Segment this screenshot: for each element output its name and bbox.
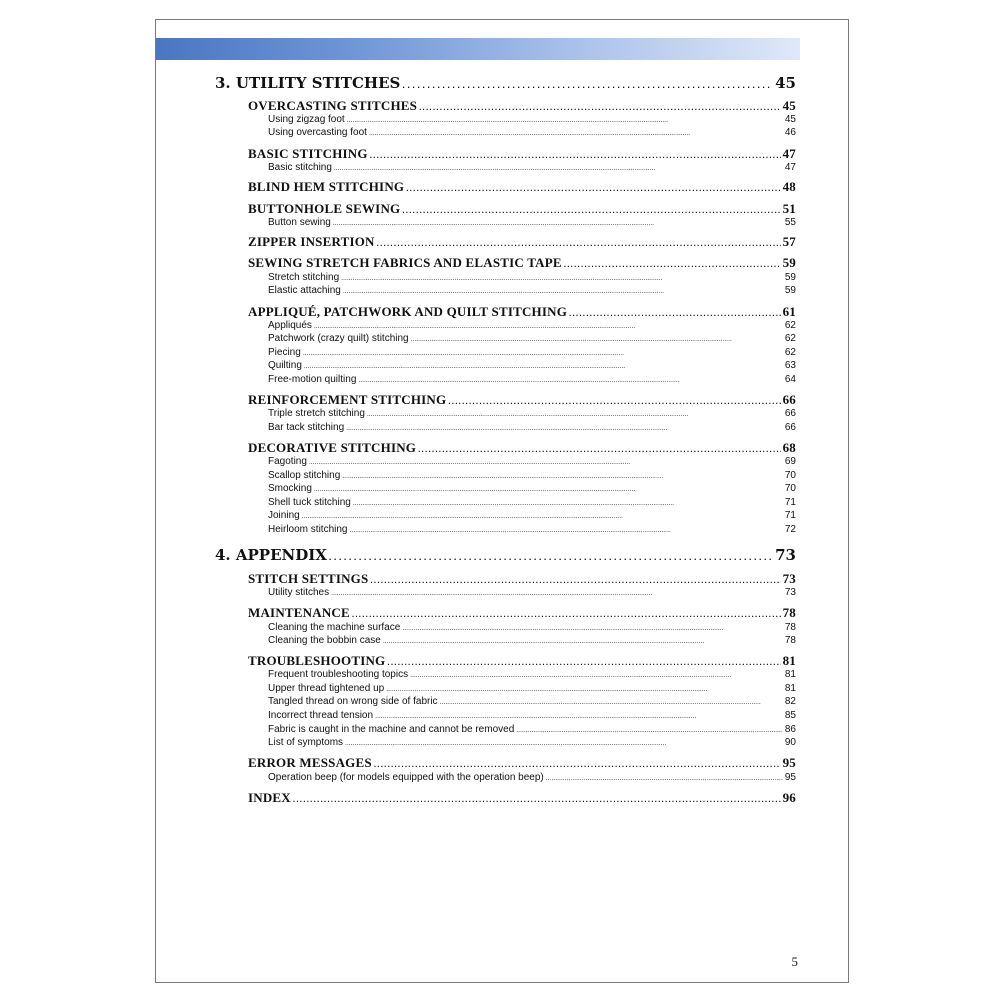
toc-page: 46 [784,127,796,138]
toc-title: Incorrect thread tension [268,710,374,721]
toc-leader [334,162,783,173]
toc-title: INDEX [248,790,291,805]
toc-leader [304,360,783,371]
toc-leader [375,710,783,721]
toc-entry[interactable] [268,737,796,750]
toc-page: 45 [775,74,796,92]
toc-page: 86 [784,724,796,735]
toc-leader [377,234,781,249]
toc-entry[interactable] [268,524,796,537]
toc-entry[interactable] [268,497,796,510]
toc-title: Cleaning the bobbin case [268,635,381,646]
toc-entry[interactable] [268,408,796,421]
toc-section-buttonhole[interactable] [248,201,796,217]
toc-entry[interactable] [268,374,796,387]
toc-page: 47 [782,146,796,161]
toc-leader [341,272,783,283]
toc-leader [402,622,783,633]
toc-title: BASIC STITCHING [248,146,368,161]
toc-page: 96 [782,790,796,805]
toc-entry[interactable] [268,696,796,709]
toc-title: Button sewing [268,217,331,228]
toc-leader [343,285,783,296]
toc-leader [402,75,773,92]
toc-page: 47 [784,162,796,173]
toc-leader [418,440,780,455]
toc-leader [440,696,783,707]
toc-page: 66 [782,392,796,407]
toc-entry[interactable] [268,456,796,469]
toc-title: Utility stitches [268,587,330,598]
toc-leader [329,547,773,564]
toc-page: 90 [784,737,796,748]
toc-title: Free-motion quilting [268,374,357,385]
toc-entry[interactable] [268,470,796,483]
toc-title: BUTTONHOLE SEWING [248,201,401,216]
toc-section-error-messages[interactable] [248,755,796,771]
toc-leader [314,320,783,331]
toc-leader [314,483,783,494]
toc-page: 45 [782,98,796,113]
toc-title: ERROR MESSAGES [248,755,372,770]
toc-leader [349,524,782,535]
toc-page: 71 [784,510,796,521]
toc-title: Heirloom stitching [268,524,348,535]
toc-title: Basic stitching [268,162,332,173]
toc-entry[interactable] [268,622,796,635]
toc-page: 72 [784,524,796,535]
toc-page: 73 [784,587,796,598]
toc-title: Frequent troubleshooting topics [268,669,409,680]
toc-page: 81 [784,683,796,694]
toc-entry[interactable] [268,127,796,140]
toc-page: 69 [784,456,796,467]
toc-page: 45 [784,114,796,125]
toc-leader [346,422,783,433]
toc-entry[interactable] [268,510,796,523]
toc-page: 95 [782,755,796,770]
toc-title: APPLIQUÉ, PATCHWORK AND QUILT STITCHING [248,304,568,319]
toc-entry[interactable] [268,669,796,682]
toc-entry[interactable] [268,285,796,298]
toc-title: Smocking [268,483,312,494]
toc-entry[interactable] [268,635,796,648]
toc-title: BLIND HEM STITCHING [248,179,405,194]
toc-leader [419,98,781,113]
toc-chapter-4[interactable] [215,546,796,566]
toc-title: Piecing [268,347,301,358]
toc-leader [569,304,781,319]
toc-page: 66 [784,408,796,419]
toc-entry[interactable] [268,114,796,127]
toc-page: 59 [784,285,796,296]
toc-title: Cleaning the machine surface [268,622,401,633]
toc-leader [402,201,780,216]
toc-leader [358,374,783,385]
toc-entry[interactable] [268,724,796,737]
toc-leader [564,255,781,270]
toc-page: 62 [784,333,796,344]
toc-leader [331,587,783,598]
toc-leader [448,392,780,407]
toc-leader [374,755,781,770]
toc-leader [342,470,783,481]
toc-title: Upper thread tightened up [268,683,385,694]
toc-leader [383,635,783,646]
toc-entry[interactable] [268,347,796,360]
toc-leader [406,179,780,194]
toc-leader [367,408,783,419]
toc-entry[interactable] [268,217,796,230]
toc-page: 78 [784,622,796,633]
manual-page [155,19,849,983]
toc-page: 70 [784,483,796,494]
toc-leader [546,772,783,783]
toc-leader [303,347,783,358]
page-number: 5 [791,954,798,969]
toc-chapter-3[interactable] [215,74,796,94]
toc-page: 64 [784,374,796,385]
toc-leader [302,510,783,521]
toc-title: Scallop stitching [268,470,341,481]
toc-page: 55 [784,217,796,228]
toc-leader [411,333,783,344]
toc-page: 73 [782,571,796,586]
toc-title: SEWING STRETCH FABRICS AND ELASTIC TAPE [248,255,562,270]
toc-page: 62 [784,347,796,358]
toc-leader [370,146,781,161]
toc-title: Stretch stitching [268,272,340,283]
toc-page: 68 [782,440,796,455]
toc-entry[interactable] [268,422,796,435]
toc-entry[interactable] [268,333,796,346]
toc-title: Appliqués [268,320,312,331]
toc-title: Fagoting [268,456,307,467]
toc-entry[interactable] [268,772,796,785]
toc-title: 3. UTILITY STITCHES [215,74,401,92]
toc-page: 73 [775,546,796,564]
toc-section-maintenance[interactable] [248,605,796,621]
toc-title: Triple stretch stitching [268,408,365,419]
toc-section-blind-hem[interactable] [248,179,796,195]
toc-leader [370,571,780,586]
toc-leader [333,217,783,228]
toc-page: 71 [784,497,796,508]
toc-entry[interactable] [268,587,796,600]
toc-leader [353,497,783,508]
toc-title: 4. APPENDIX [215,546,327,564]
toc-page: 82 [784,696,796,707]
toc-leader [345,737,783,748]
toc-title: Quilting [268,360,302,371]
toc-entry[interactable] [268,162,796,175]
toc-page: 57 [782,234,796,249]
toc-page: 48 [782,179,796,194]
toc-leader [347,114,783,125]
toc-page: 59 [782,255,796,270]
toc-title: Bar tack stitching [268,422,345,433]
toc-section-applique[interactable] [248,304,796,320]
toc-title: Operation beep (for models equipped with the operation beep) [268,772,544,783]
toc-page: 51 [782,201,796,216]
toc-entry[interactable] [268,483,796,496]
toc-section-overcasting[interactable] [248,98,796,114]
toc-page: 62 [784,320,796,331]
toc-section-troubleshooting[interactable] [248,653,796,669]
toc-title: Fabric is caught in the machine and cannot be removed [268,724,515,735]
toc-leader [386,683,783,694]
toc-section-basic[interactable] [248,146,796,162]
toc-section-stretch[interactable] [248,255,796,271]
toc-title: REINFORCEMENT STITCHING [248,392,447,407]
toc-title: MAINTENANCE [248,605,350,620]
toc-page: 95 [784,772,796,783]
toc-section-stitch-settings[interactable] [248,571,796,587]
toc-entry[interactable] [268,272,796,285]
toc-entry[interactable] [268,683,796,696]
toc-leader [410,669,783,680]
toc-title: TROUBLESHOOTING [248,653,386,668]
toc-section-index[interactable] [248,790,796,806]
toc-section-decorative[interactable] [248,440,796,456]
toc-page: 78 [784,635,796,646]
toc-leader [293,790,781,805]
toc-title: Tangled thread on wrong side of fabric [268,696,438,707]
header-color-bar [156,38,800,60]
toc-leader [369,127,783,138]
toc-title: List of symptoms [268,737,344,748]
toc-leader [352,605,781,620]
toc-page: 66 [784,422,796,433]
toc-entry[interactable] [268,360,796,373]
toc-page: 78 [782,605,796,620]
toc-entry[interactable] [268,320,796,333]
toc-title: Joining [268,510,300,521]
toc-page: 81 [782,653,796,668]
toc-title: Patchwork (crazy quilt) stitching [268,333,409,344]
toc-title: STITCH SETTINGS [248,571,369,586]
toc-title: Shell tuck stitching [268,497,351,508]
toc-page: 70 [784,470,796,481]
toc-section-zipper[interactable] [248,234,796,250]
toc-title: ZIPPER INSERTION [248,234,375,249]
toc-title: DECORATIVE STITCHING [248,440,417,455]
toc-page: 59 [784,272,796,283]
toc-section-reinforcement[interactable] [248,392,796,408]
toc-leader [387,653,780,668]
toc-leader [516,724,783,735]
toc-page: 85 [784,710,796,721]
toc-leader [309,456,783,467]
toc-title: OVERCASTING STITCHES [248,98,418,113]
toc-page: 61 [782,304,796,319]
toc-entry[interactable] [268,710,796,723]
toc-page: 63 [784,360,796,371]
toc-title: Using overcasting foot [268,127,367,138]
toc-page: 81 [784,669,796,680]
toc-title: Elastic attaching [268,285,341,296]
toc-title: Using zigzag foot [268,114,345,125]
